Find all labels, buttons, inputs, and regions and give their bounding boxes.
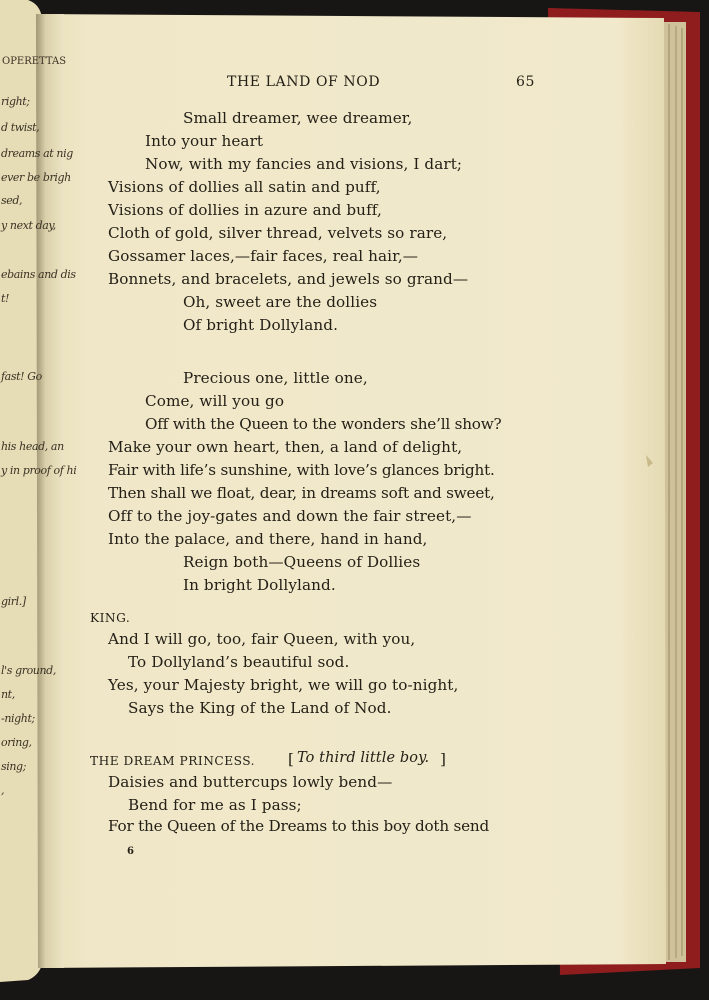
verse-line: Reign both—Queens of Dollies: [183, 553, 421, 571]
verse-line: Bend for me as I pass;: [128, 796, 302, 814]
left-page-fragment: fast! Go: [1, 370, 42, 383]
verse-line: Into the palace, and there, hand in hand,: [108, 530, 428, 548]
left-page-fragment: l's ground,: [1, 664, 56, 677]
speaker-name: THE DREAM PRINCESS.: [90, 754, 256, 768]
verse-line: Fair with life’s sunshine, with love’s glances bright.: [108, 461, 495, 479]
left-page-fragment: y next day,: [1, 219, 56, 232]
signature-mark: 6: [127, 846, 135, 857]
page-edge-line: [668, 24, 670, 960]
verse-line: Of bright Dollyland.: [183, 316, 339, 334]
left-page-fragment: ,: [1, 784, 5, 797]
verse-line: Precious one, little one,: [183, 369, 368, 387]
left-page-fragment: dreams at nig: [1, 147, 73, 160]
left-page-fragment: OPERETTAS: [2, 56, 67, 67]
verse-line: Oh, sweet are the dollies: [183, 293, 378, 311]
verse-line: To Dollyland’s beautiful sod.: [128, 653, 350, 671]
stage-direction: To third little boy.: [297, 750, 430, 766]
verse-line: Then shall we float, dear, in dreams soft and sweet,: [108, 484, 495, 502]
verse-line: Into your heart: [145, 132, 264, 150]
left-page-fragment: d twist,: [1, 121, 40, 134]
left-page-fragment: girl.]: [1, 595, 26, 608]
left-page-fragment: -night;: [1, 712, 35, 725]
verse-line: Says the King of the Land of Nod.: [128, 699, 392, 717]
left-page-fragment: sed,: [1, 194, 23, 207]
verse-line: Off to the joy-gates and down the fair street,—: [108, 507, 472, 525]
left-page-fragment: nt,: [1, 688, 15, 701]
page-number: 65: [516, 74, 536, 90]
page-edge-line: [675, 26, 677, 958]
left-page-fragment: right;: [1, 95, 30, 108]
verse-line: Visions of dollies all satin and puff,: [108, 178, 381, 196]
verse-line: Gossamer laces,—fair faces, real hair,—: [108, 247, 419, 265]
stage-direction-bracket: [: [288, 750, 295, 768]
verse-line: Small dreamer, wee dreamer,: [183, 109, 413, 127]
verse-line: And I will go, too, fair Queen, with you,: [108, 630, 416, 648]
verse-line: Now, with my fancies and visions, I dart;: [145, 155, 463, 173]
verse-line: In bright Dollyland.: [183, 576, 336, 594]
page-edge-line: [681, 28, 683, 956]
left-page-fragment: t!: [1, 292, 10, 305]
verse-line: Off with the Queen to the wonders she’ll show?: [145, 415, 502, 433]
left-page-fragment: ever be brigh: [1, 171, 71, 184]
left-page-fragment: oring,: [1, 736, 32, 749]
stage-direction-bracket: ]: [440, 750, 447, 768]
verse-line: Daisies and buttercups lowly bend—: [108, 773, 393, 791]
running-head: THE LAND OF NOD: [227, 74, 381, 90]
left-page-fragment: sing;: [1, 760, 26, 773]
left-page-fragment: ebains and dis: [1, 268, 76, 281]
verse-line: Yes, your Majesty bright, we will go to-night,: [108, 676, 459, 694]
verse-line: For the Queen of the Dreams to this boy doth send: [108, 817, 490, 835]
speaker-name: KING.: [90, 611, 131, 625]
verse-line: Visions of dollies in azure and buff,: [108, 201, 382, 219]
left-page-fragment: y in proof of hi: [1, 464, 77, 477]
verse-line: Make your own heart, then, a land of delight,: [108, 438, 463, 456]
verse-line: Cloth of gold, silver thread, velvets so rare,: [108, 224, 448, 242]
verse-line: Come, will you go: [145, 392, 285, 410]
left-page-fragment: his head, an: [1, 440, 64, 453]
verse-line: Bonnets, and bracelets, and jewels so grand—: [108, 270, 469, 288]
